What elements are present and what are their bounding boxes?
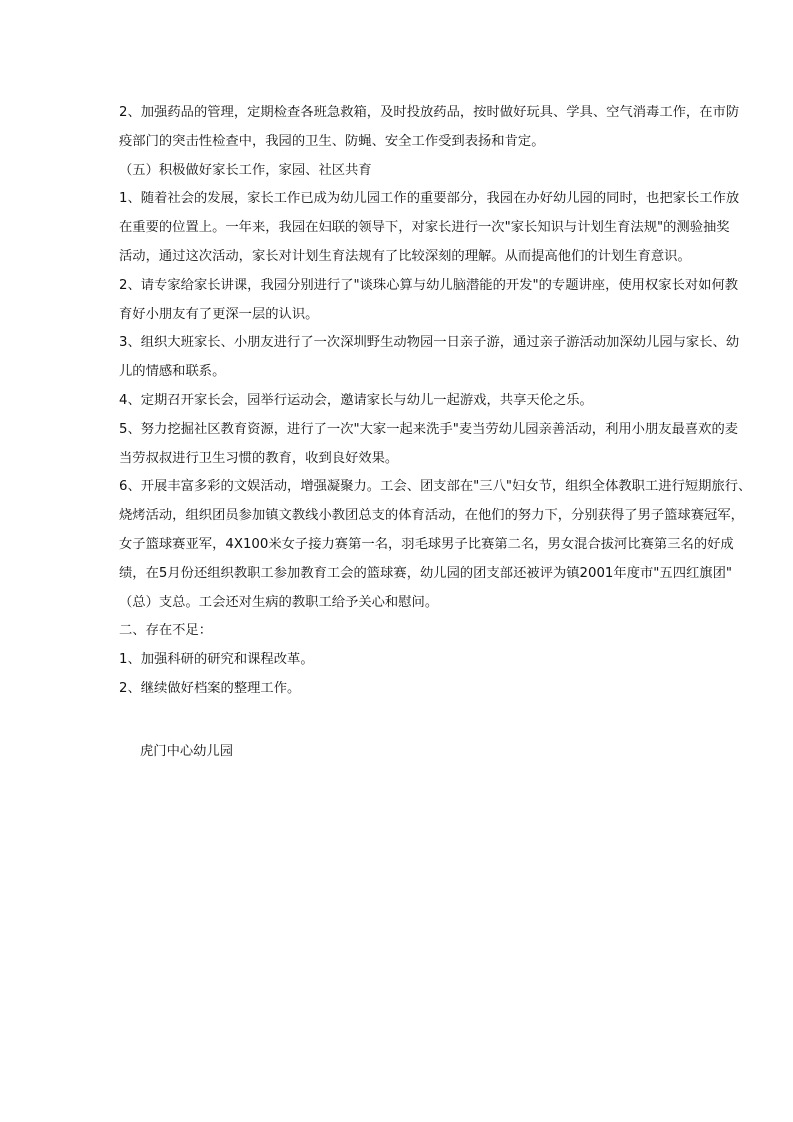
text-line: 疫部门的突击性检查中，我园的卫生、防蝇、安全工作受到表扬和肯定。 <box>119 133 545 149</box>
section-heading: （五）积极做好家长工作，家园、社区共育 <box>119 162 372 178</box>
text-line: 烧烤活动，组织团员参加镇文教线小教团总支的体育活动，在他们的努力下，分别获得了男子篮球赛冠军， <box>119 508 744 524</box>
document-body <box>119 99 752 704</box>
text-line: 2、加强药品的管理，定期检查各班急救箱，及时投放药品，按时做好玩具、学具、空气消毒工作，在市防 <box>119 105 740 120</box>
text-line: 2、请专家给家长讲课，我园分别进行了"谈珠心算与幼儿脑潜能的开发"的专题讲座，使用权家长对如何教 <box>119 277 739 293</box>
text-line: 育好小朋友有了更深一层的认识。 <box>119 306 319 322</box>
text-line: 绩，在5月份还组织教职工参加教育工会的篮球赛，幼儿园的团支部还被评为镇2001年度市"五四红旗团" <box>119 565 732 581</box>
text-line: 当劳叔叔进行卫生习惯的教育，收到良好效果。 <box>119 450 399 466</box>
text-line: 5、努力挖掘社区教育资源，进行了一次"大家一起来洗手"麦当劳幼儿园亲善活动，利用小朋友最喜欢的麦 <box>119 421 739 437</box>
text-line: 活动，通过这次活动，家长对计划生育法规有了比较深刻的理解。从而提高他们的计划生育意识。 <box>119 248 691 264</box>
text-line: 6、开展丰富多彩的文娱活动，增强凝聚力。工会、团支部在"三八"妇女节，组织全体教职工进行短期旅行、 <box>119 479 752 495</box>
text-line: 1、随着社会的发展，家长工作已成为幼儿园工作的重要部分，我园在办好幼儿园的同时，也把家长工作放 <box>119 191 740 207</box>
section-heading: 二、存在不足： <box>119 623 213 639</box>
text-line: 在重要的位置上。一年来，我园在妇联的领导下，对家长进行一次"家长知识与计划生育法规"的测验抽奖 <box>119 220 730 236</box>
text-line: 女子篮球赛亚军，4X100米女子接力赛第一名，羽毛球男子比赛第二名，男女混合拔河比赛第三名的好成 <box>119 536 734 552</box>
text-line: 4、定期召开家长会，园举行运动会，邀请家长与幼儿一起游戏，共享天伦之乐。 <box>119 392 593 408</box>
text-line: 3、组织大班家长、小朋友进行了一次深圳野生动物园一日亲子游，通过亲子游活动加深幼儿园与家长、幼 <box>119 335 740 351</box>
text-line: 1、加强科研的研究和课程改革。 <box>119 652 314 668</box>
signature: 虎门中心幼儿园 <box>140 744 234 759</box>
text-line: 2、继续做好档案的整理工作。 <box>119 680 301 696</box>
text-line: 儿的情感和联系。 <box>119 364 226 380</box>
text-line: （总）支总。工会还对生病的教职工给予关心和慰问。 <box>119 594 439 610</box>
